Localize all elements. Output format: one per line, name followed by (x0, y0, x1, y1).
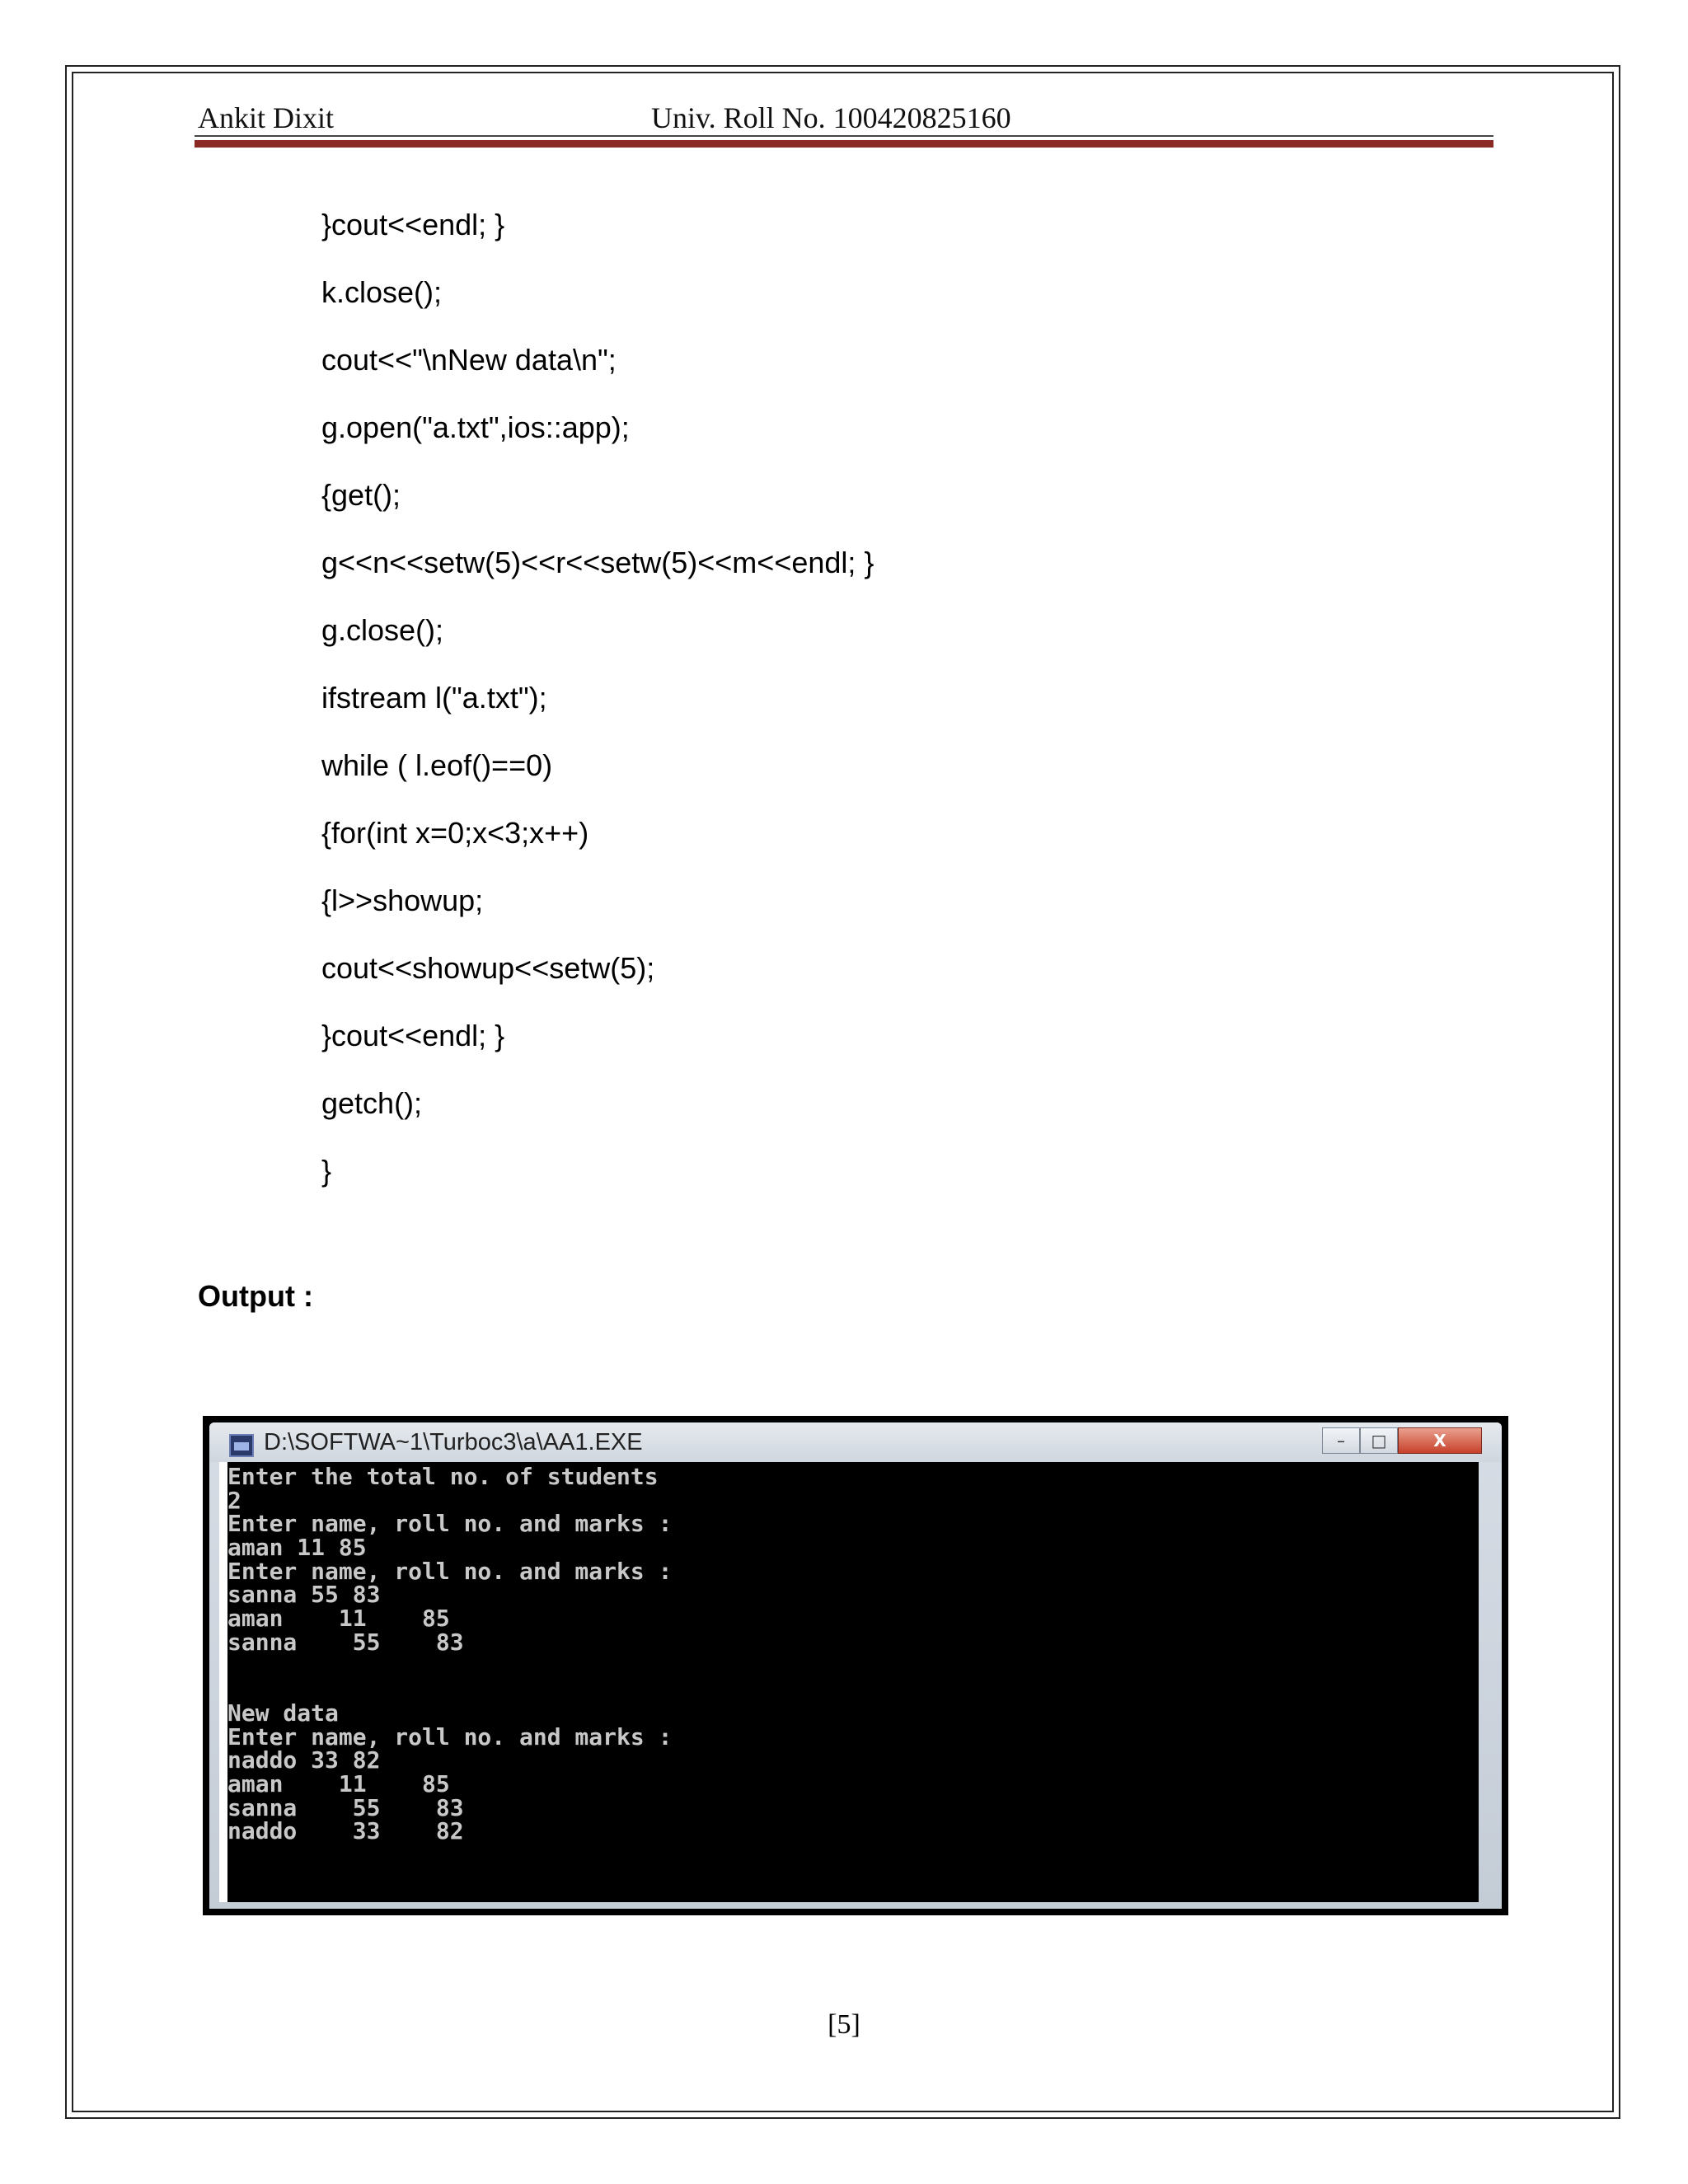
code-line: } (321, 1154, 332, 1188)
minimize-button[interactable]: – (1322, 1427, 1360, 1454)
console-line: sanna 55 83 (227, 1628, 464, 1656)
author-name: Ankit Dixit (198, 101, 335, 134)
console-line: New data (227, 1699, 339, 1727)
console-app-icon (229, 1434, 254, 1457)
console-line: Enter the total no. of students (227, 1463, 659, 1490)
code-line: {get(); (321, 478, 401, 512)
window-controls (1322, 1427, 1482, 1455)
page-header (198, 97, 1492, 140)
code-line: }cout<<endl; } (321, 1019, 505, 1052)
page-number: [5] (828, 2009, 860, 2040)
code-line: {for(int x=0;x<3;x++) (321, 816, 589, 850)
console-line: aman 11 85 (227, 1769, 450, 1797)
output-heading: Output : (198, 1279, 313, 1313)
roll-number: Univ. Roll No. 100420825160 (651, 101, 1011, 134)
console-line: Enter name, roll no. and marks : (227, 1510, 673, 1538)
console-title-bar[interactable] (209, 1422, 1502, 1462)
code-listing (321, 191, 874, 1205)
console-lines (227, 1465, 1479, 1844)
console-line: naddo 33 82 (227, 1817, 464, 1845)
console-line: naddo 33 82 (227, 1746, 381, 1774)
close-button[interactable]: X (1398, 1427, 1482, 1454)
console-line: Enter name, roll no. and marks : (227, 1557, 673, 1585)
code-line: {l>>showup; (321, 883, 484, 917)
header-rule-thin (195, 135, 1493, 137)
console-line: sanna 55 83 (227, 1581, 381, 1609)
code-line: cout<<showup<<setw(5); (321, 951, 655, 985)
console-frame (209, 1422, 1502, 1909)
console-line (227, 1655, 1479, 1679)
console-line: 2 (227, 1486, 241, 1514)
console-screenshot (203, 1416, 1508, 1915)
header-rule-thick (195, 140, 1493, 148)
console-window-title: D:\SOFTWA~1\Turboc3\a\AA1.EXE (264, 1429, 643, 1455)
console-line: Enter name, roll no. and marks : (227, 1722, 673, 1750)
code-line: g.open("a.txt",ios::app); (321, 410, 630, 444)
code-line: ifstream l("a.txt"); (321, 681, 547, 715)
code-line: g.close(); (321, 613, 444, 647)
code-line: k.close(); (321, 275, 443, 309)
code-line: getch(); (321, 1086, 423, 1120)
maximize-button[interactable]: □ (1360, 1427, 1398, 1454)
code-line: }cout<<endl; } (321, 208, 505, 241)
code-line: while ( l.eof()==0) (321, 748, 553, 782)
console-left-edge (219, 1462, 227, 1902)
console-output[interactable] (219, 1462, 1479, 1902)
console-line: sanna 55 83 (227, 1793, 464, 1821)
console-line: aman 11 85 (227, 1605, 450, 1633)
console-line (227, 1678, 1479, 1702)
console-line: aman 11 85 (227, 1534, 367, 1562)
code-line: g<<n<<setw(5)<<r<<setw(5)<<m<<endl; } (321, 546, 874, 579)
code-line: cout<<"\nNew data\n"; (321, 343, 617, 377)
